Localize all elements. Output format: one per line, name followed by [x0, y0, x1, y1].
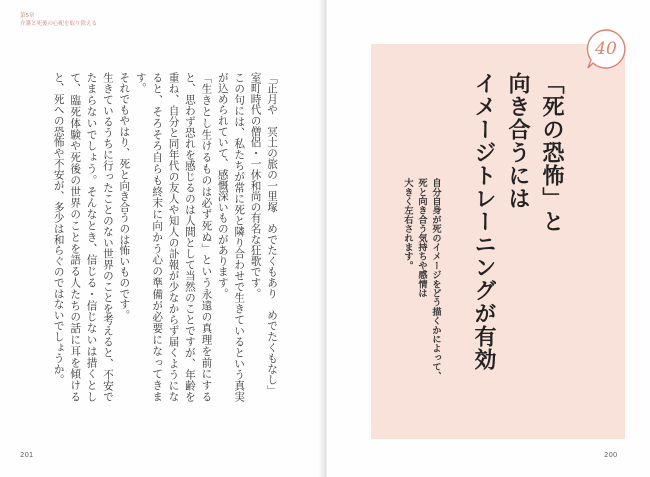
- lead-text: [400, 178, 442, 408]
- headline-line: イメージトレーニングが有効: [471, 72, 496, 371]
- body-paragraph: 生きているうちに行ったことのない世界のことを考えると、不安でたまらないでしょう。そんなとき、信じる・信じないは措くとして、臨死体験や死後の世界のことを語る人たちの話に耳を傾けると、死への恐怖や不安が、多少は和らぐのではないでしょうか。: [52, 72, 114, 402]
- running-head-chapter: 第5章: [20, 13, 35, 19]
- running-head-title: 介護と死後の心配を取り除える: [20, 21, 98, 27]
- body-paragraph: この句には、私たちが常に死と隣り合わせで生きているという真実が込められていて、感慨深いものがあります。: [216, 72, 246, 402]
- running-head: [20, 12, 97, 28]
- topic-number-badge: [584, 27, 628, 71]
- lead-line: 死と向き合う気持ちや感情は: [416, 178, 427, 298]
- left-page: [0, 0, 323, 477]
- lead-line: 自分自身が死のイメージをどう描くかによって、: [430, 178, 441, 381]
- page-number-right: 200: [604, 451, 618, 459]
- body-paragraph: 「正月や 冥土の旅の一里塚 めでたくもあり めでたくもなし」: [266, 72, 278, 396]
- body-paragraph: 室町時代の僧侶・一休和尚の有名な狂歌です。: [249, 72, 262, 299]
- headline-line: 向き合うには: [505, 72, 530, 210]
- lead-line: 大きく左右されます。: [402, 178, 413, 270]
- topic-number: 40: [595, 39, 617, 59]
- headline-line: 「死の恐怖」と: [539, 72, 564, 233]
- body-text: [52, 72, 280, 402]
- page-number-left: 201: [20, 451, 34, 459]
- body-paragraph: それでもやはり、死と向き合うのは怖いものです。: [118, 72, 131, 321]
- headline: [466, 72, 568, 402]
- body-paragraph: 「生きとし生けるものは必ず死ぬ」という永遠の真理を前にすると、思わず恐れを感じるのは人間として当然のことですが、年齢を重ね、自分と同年代の友人や知人の訃報が少なからず届くようになると、そろそろ自らも終末に向かう心の準備が必要になってきます。: [134, 72, 213, 402]
